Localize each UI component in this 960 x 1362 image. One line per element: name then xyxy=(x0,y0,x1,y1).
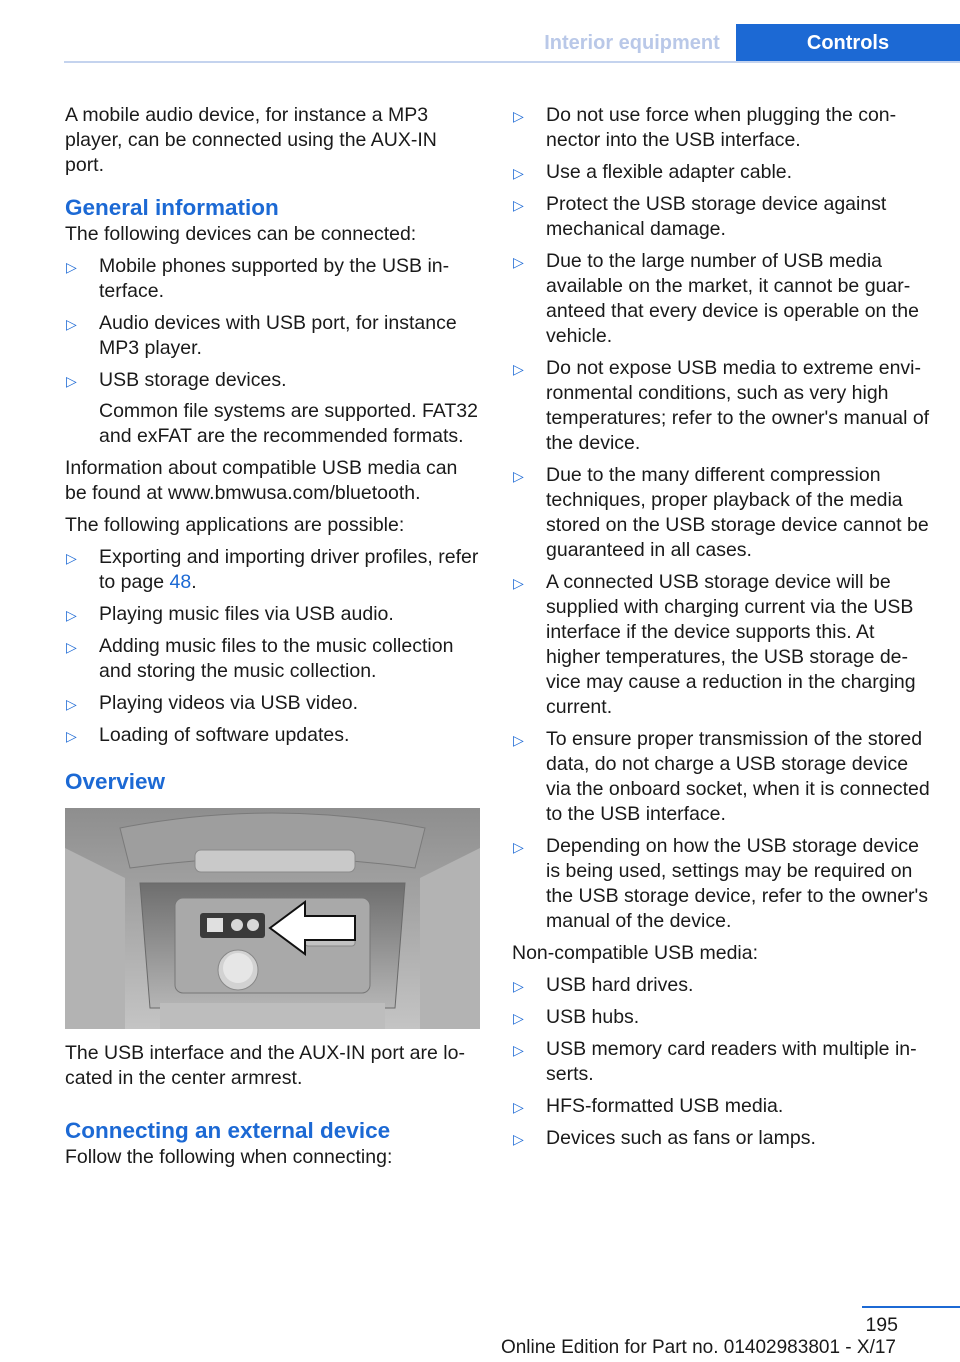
list-item xyxy=(512,973,932,998)
bullet-triangle-icon: ▷ xyxy=(513,197,524,213)
list-item-text: Depending on how the USB storage device is being used, settings may be required on the USB storage device, refer to the owner's manual of the device. xyxy=(546,835,929,932)
list-item xyxy=(65,602,480,627)
bullet-triangle-icon: ▷ xyxy=(66,316,77,332)
list-item-text: A connected USB storage device will be supplied with charging current via the USB interface if the device supports this. At higher temperatures, the USB storage device may cause a reduction in the charging current. xyxy=(546,571,916,718)
list-item-text: Do not expose USB media to extreme environmental conditions, such as very high temperatures; refer to the owner's manual of the device. xyxy=(546,357,930,454)
devices-list xyxy=(65,254,480,449)
bullet-triangle-icon: ▷ xyxy=(66,639,77,655)
list-item xyxy=(512,570,932,720)
list-item xyxy=(512,249,932,349)
header-chapter-tab: Controls xyxy=(736,24,960,62)
list-item xyxy=(65,723,480,748)
list-item-text: Audio devices with USB port, for instance MP3 player. xyxy=(99,312,457,359)
list-item-text: Mobile phones supported by the USB interface. xyxy=(99,255,450,302)
list-item-period: . xyxy=(191,571,197,593)
list-item-text: USB hubs. xyxy=(546,1006,640,1028)
bullet-triangle-icon: ▷ xyxy=(66,728,77,744)
list-item xyxy=(512,356,932,456)
list-item-text: Loading of software updates. xyxy=(99,724,350,746)
list-item xyxy=(512,1005,932,1030)
non-compatible-list xyxy=(512,973,932,1151)
list-item xyxy=(512,103,932,153)
list-item xyxy=(512,463,932,563)
list-item-text: Exporting and importing driver profiles, refer to page xyxy=(99,546,479,593)
general-information-heading: General information xyxy=(65,195,279,220)
list-item xyxy=(512,192,932,242)
bullet-triangle-icon: ▷ xyxy=(513,1042,524,1058)
connection-rules-list xyxy=(512,103,932,934)
devices-note: Common file systems are supported. FAT32 and exFAT are the recommended formats. xyxy=(99,400,478,447)
right-column xyxy=(512,103,932,1158)
list-item-text: To ensure proper transmission of the stored data, do not charge a USB storage device via the onboard socket, when it is connected to the USB interface. xyxy=(546,728,930,825)
bullet-triangle-icon: ▷ xyxy=(66,259,77,275)
applications-intro: The following applications are possible: xyxy=(65,514,405,536)
connecting-heading: Connecting an external device xyxy=(65,1118,391,1143)
list-item xyxy=(65,691,480,716)
header-section-title: Interior equipment xyxy=(544,32,720,54)
list-item-text: Playing music files via USB audio. xyxy=(99,603,394,625)
list-item-text: Adding music files to the music collection and storing the music collection. xyxy=(99,635,454,682)
bullet-triangle-icon: ▷ xyxy=(66,373,77,389)
connecting-intro: Follow the following when connecting: xyxy=(65,1146,393,1168)
bullet-triangle-icon: ▷ xyxy=(513,165,524,181)
left-column xyxy=(65,103,480,1177)
center-armrest-photo xyxy=(65,808,480,1029)
devices-intro: The following devices can be connected: xyxy=(65,223,417,245)
bullet-triangle-icon: ▷ xyxy=(66,696,77,712)
list-item-text: Due to the large number of USB media available on the market, it cannot be guaranteed that every device is operable on the vehicle. xyxy=(546,250,919,347)
bullet-triangle-icon: ▷ xyxy=(513,108,524,124)
header-divider xyxy=(64,61,960,63)
list-item xyxy=(65,254,480,304)
list-item-text: Devices such as fans or lamps. xyxy=(546,1127,816,1149)
list-item xyxy=(512,727,932,827)
overview-heading: Overview xyxy=(65,769,166,794)
list-item-text: Protect the USB storage device against mechanical damage. xyxy=(546,193,887,240)
bullet-triangle-icon: ▷ xyxy=(513,254,524,270)
bullet-triangle-icon: ▷ xyxy=(66,550,77,566)
list-item xyxy=(65,634,480,684)
list-item-text: USB hard drives. xyxy=(546,974,694,996)
list-item-text: USB storage devices. xyxy=(99,369,287,391)
list-item xyxy=(65,311,480,361)
bullet-triangle-icon: ▷ xyxy=(513,732,524,748)
compatibility-info: Information about compatible USB media can be found at www.bmwusa.com/bluetooth. xyxy=(65,457,458,504)
list-item-text: Use a flexible adapter cable. xyxy=(546,161,793,183)
bullet-triangle-icon: ▷ xyxy=(513,978,524,994)
list-item xyxy=(65,545,480,595)
list-item xyxy=(512,160,932,185)
bullet-triangle-icon: ▷ xyxy=(513,468,524,484)
bullet-triangle-icon: ▷ xyxy=(513,1131,524,1147)
armrest-illustration xyxy=(65,808,480,1029)
bullet-triangle-icon: ▷ xyxy=(66,607,77,623)
list-item xyxy=(512,1037,932,1087)
list-item-text: USB memory card readers with multiple inserts. xyxy=(546,1038,917,1085)
non-compatible-intro: Non-compatible USB media: xyxy=(512,942,759,964)
list-item-text: Playing videos via USB video. xyxy=(99,692,359,714)
bullet-triangle-icon: ▷ xyxy=(513,1099,524,1115)
bullet-triangle-icon: ▷ xyxy=(513,361,524,377)
overview-caption: The USB interface and the AUX-IN port are located in the center armrest. xyxy=(65,1042,465,1089)
applications-list xyxy=(65,545,480,748)
intro-paragraph: A mobile audio device, for instance a MP3 player, can be connected using the AUX-IN port. xyxy=(65,104,437,176)
list-item xyxy=(512,834,932,934)
list-item xyxy=(512,1094,932,1119)
bullet-triangle-icon: ▷ xyxy=(513,575,524,591)
page-reference-link[interactable]: 48 xyxy=(169,571,192,593)
footer-divider xyxy=(862,1306,960,1308)
bullet-triangle-icon: ▷ xyxy=(513,839,524,855)
list-item xyxy=(65,368,480,449)
page-number: 195 xyxy=(865,1314,898,1336)
list-item-text: Due to the many different compression techniques, proper playback of the media stored on the USB storage device cannot be guaranteed in all cases. xyxy=(546,464,929,561)
edition-line: Online Edition for Part no. 01402983801 - X/17 xyxy=(500,1337,896,1358)
bullet-triangle-icon: ▷ xyxy=(513,1010,524,1026)
list-item-text: HFS-formatted USB media. xyxy=(546,1095,784,1117)
list-item xyxy=(512,1126,932,1151)
list-item-text: Do not use force when plugging the connector into the USB interface. xyxy=(546,104,897,151)
